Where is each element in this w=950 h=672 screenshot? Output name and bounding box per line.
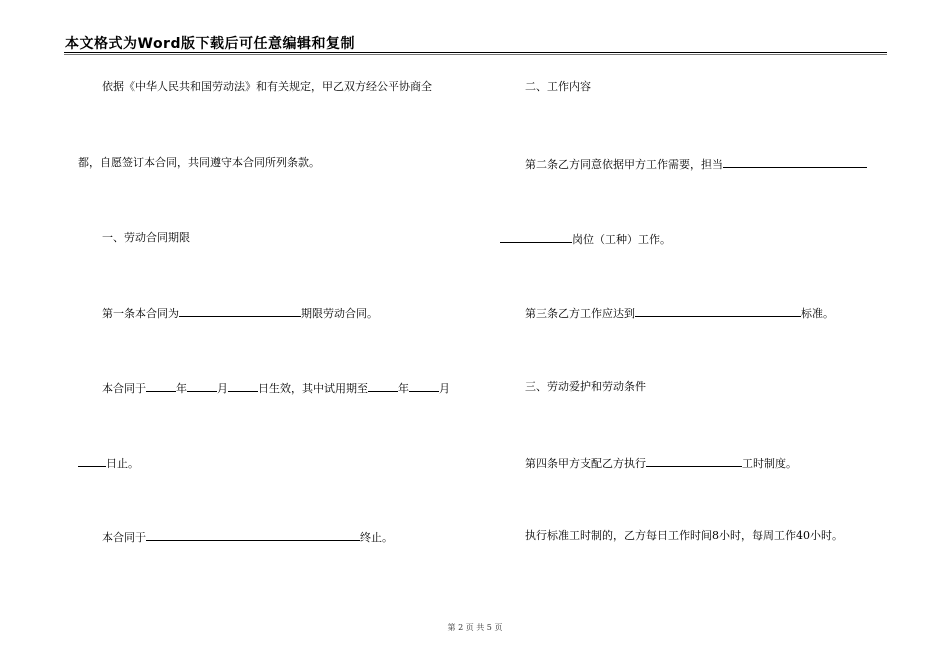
contract-type-blank	[179, 305, 301, 317]
date-prefix: 本合同于	[102, 382, 146, 395]
article-1-prefix: 第一条本合同为	[102, 307, 179, 320]
probation-day-blank	[78, 455, 106, 467]
article-2-suffix: 岗位（工种）工作。	[572, 233, 671, 246]
article-1	[102, 305, 378, 321]
article-3	[525, 305, 834, 321]
article-3-prefix: 第三条乙方工作应达到	[525, 307, 635, 320]
article-2-continuation	[500, 231, 671, 247]
document-header-title: 本文格式为Word版下载后可任意编辑和复制	[65, 36, 355, 52]
start-month-blank	[187, 380, 217, 392]
working-hours-system-blank	[646, 455, 742, 467]
year-label-2: 年	[398, 382, 409, 395]
section-heading-labor-protection: 三、劳动爱护和劳动条件	[525, 380, 646, 393]
termination-line	[102, 529, 393, 545]
month-label-2: 月	[439, 382, 450, 395]
termination-prefix: 本合同于	[102, 531, 146, 544]
article-3-suffix: 标准。	[801, 307, 834, 320]
standard-blank	[635, 305, 801, 317]
probation-month-blank	[409, 380, 439, 392]
standard-hours-detail: 执行标准工时制的，乙方每日工作时间8小时，每周工作40小时。	[525, 529, 843, 542]
probation-end-text: 日止。	[106, 457, 139, 470]
probation-end-line	[78, 455, 139, 471]
page-number: 第 2 页 共 5 页	[447, 623, 503, 632]
month-label: 月	[217, 382, 228, 395]
article-4-suffix: 工时制度。	[742, 457, 797, 470]
start-year-blank	[146, 380, 176, 392]
probation-year-blank	[368, 380, 398, 392]
position-blank	[723, 156, 867, 168]
position-blank-2	[500, 231, 572, 243]
contract-date-line	[102, 380, 450, 396]
start-day-blank	[228, 380, 258, 392]
article-1-suffix: 期限劳动合同。	[301, 307, 378, 320]
header-rule-top	[64, 52, 887, 53]
termination-date-blank	[146, 529, 360, 541]
effect-text: 日生效，其中试用期至	[258, 382, 368, 395]
intro-line-1: 依据《中华人民共和国劳动法》和有关规定，甲乙双方经公平协商全	[102, 80, 432, 93]
intro-line-2: 都，自愿签订本合同，共同遵守本合同所列条款。	[78, 156, 320, 169]
year-label: 年	[176, 382, 187, 395]
section-heading-contract-term: 一、劳动合同期限	[102, 231, 190, 244]
termination-suffix: 终止。	[360, 531, 393, 544]
article-4	[525, 455, 797, 471]
article-4-prefix: 第四条甲方支配乙方执行	[525, 457, 646, 470]
article-2	[525, 156, 867, 172]
header-rule-bottom	[64, 54, 887, 55]
article-2-prefix: 第二条乙方同意依据甲方工作需要，担当	[525, 158, 723, 171]
section-heading-work-content: 二、工作内容	[525, 80, 591, 93]
